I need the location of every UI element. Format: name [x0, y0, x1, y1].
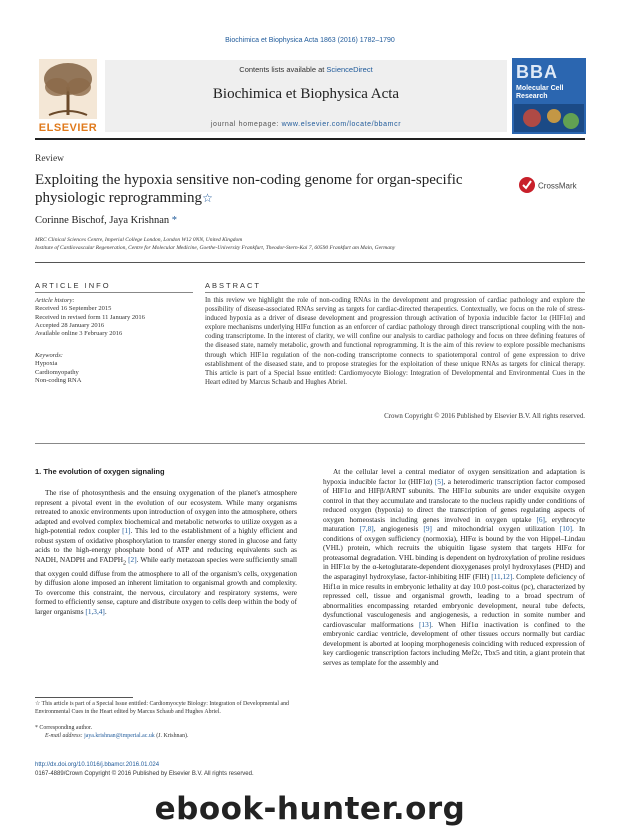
abstract-copyright: Crown Copyright © 2016 Published by Elsevier B.V. All rights reserved. — [384, 413, 585, 420]
body-text: and mitochondrial oxygen utilization — [431, 524, 555, 534]
body-text: . — [104, 607, 107, 617]
body-text: , a heterodimeric transcription factor composed of HIF1α and HIFβ/ARNT subunits. The HIF1α subunits are under exquisite oxygen control in that they accumulate and translocate to the nucleus rapidly under conditions of reduced oxygen (hypoxia) to direct the transcription of genes regulating aspects of oxygen homeostasis including genes involved in oxygen uptake — [323, 476, 586, 524]
body-text: , erythrocyte maturation — [323, 514, 585, 534]
body-column-right — [323, 467, 585, 667]
journal-cover — [512, 58, 586, 134]
front-matter-rule — [35, 443, 585, 444]
body-text: . This led to the establishment of a highly efficient and robust system of oxidative phosphorylation to transfer energy stored in glucose and fatty acids to the high-energy phosphate bond of ATP and reducing equivalents such as NADH, NADPH and FADPH — [35, 526, 298, 564]
body-text: . In conditions of oxygen sufficiency (normoxia), HIFα is bound by the von Hippel–Lindau (VHL) protein, which recruits the ubiquitin ligase system that targets HIFα for proteasomal degradation. VHL binding is dependent on hydroxylation of proline residues in HIF1α by the α-ketoglutarate-dependent dioxygenases prolyl hydroxylases (PHD) and the asparaginyl hydroxylase, factor-inhibiting HIF (FIH) — [323, 524, 586, 582]
abstract-heading: ABSTRACT — [205, 281, 262, 290]
article-info-rule — [35, 292, 193, 293]
sciencedirect-link[interactable]: ScienceDirect — [326, 65, 373, 74]
homepage-prefix: journal homepage: — [210, 121, 282, 128]
history-label: Article history: — [35, 297, 75, 304]
citation-link[interactable]: [1] — [122, 526, 131, 536]
affiliation-1: MRC Clinical Sciences Centre, Imperial College London, London W12 0NN, United Kingdom — [35, 237, 243, 243]
authors: Corinne Bischof, Jaya Krishnan — [35, 215, 170, 226]
issn-copyright: 0167-4889/Crown Copyright © 2016 Published by Elsevier B.V. All rights reserved. — [35, 771, 254, 777]
publisher-logo-text: ELSEVIER — [38, 122, 98, 134]
header-rule — [35, 138, 585, 140]
keyword: Cardiomyopathy — [35, 368, 79, 376]
citation-link[interactable]: [6] — [536, 514, 545, 524]
section-heading: 1. The evolution of oxygen signaling — [35, 467, 165, 476]
history-item: Received 16 September 2015 — [35, 305, 112, 313]
abstract-text: In this review we highlight the role of non-coding RNAs in the development and progression of cardiac pathology and explore the possibility of disease-associated RNAs serving as targets for cardiac-directed therapeutics. Contextually, we focus on the role of stress-induced hypoxia as a driver of disease development and progression through activation of hypoxia inducible factor 1α (HIF1α) and explore mechanisms underlying HIFα function as an enforcer of cardiac pathology through direct transcriptional coupling with the non-coding transcriptome. In the interest of clarity, we will confine our analysis to cardiac pathology and focus on three defining features of the diseased state, namely metabolic, growth and functional reprogramming. It is the aim of this review to explore possible mechanisms through which HIF1α regulation of the non-coding transcriptome connects to spatiotemporal control of gene expression to drive establishment of the diseased state, and to propose strategies for the exploitation of these unique RNAs as targets for clinical therapy. This article is part of a Special Issue entitled: Cardiomyocyte Biology: Integration of Developmental and Environmental Cues in the Heart edited by Marcus Schaub and Hughes Abriel. — [205, 297, 585, 386]
body-column-left — [35, 488, 297, 617]
crossmark-label: CrossMark — [538, 181, 577, 191]
footnote-text: This article is part of a Special Issue entitled: Cardiomyocyte Biology: Integration of Developmental and Environmental Cues in the Heart edited by Marcus Schaub and Hughes Abriel. — [35, 701, 289, 715]
crossmark-icon[interactable] — [518, 176, 588, 194]
email-suffix: (J. Krishnan). — [154, 733, 189, 739]
email-link[interactable]: jaya.krishnan@imperial.ac.uk — [84, 733, 155, 739]
footnote-corresponding — [35, 725, 297, 733]
corresponding-author-mark[interactable]: * — [171, 215, 178, 226]
citation-link[interactable]: [2] — [128, 554, 137, 564]
body-text: . Complete deficiency of Hif1α in mice results in embryonic lethality at day 10.0 post-coitus (pc), characterized by repressed cell, tissue and organismal growth, leading to a broad spectrum of abnormalities encompassing retarded embryonic development, neural tube defects, dysfunctional vasculogenesis and angiogenesis, a reduction in somite number and cardiovascular malformations — [323, 572, 585, 629]
footnote-text: Corresponding author. — [37, 725, 93, 731]
body-text: , angiogenesis — [373, 524, 419, 534]
email-label: E-mail address: — [45, 733, 85, 739]
keywords — [35, 352, 195, 385]
journal-homepage — [105, 121, 507, 128]
author-list — [35, 215, 177, 226]
history-item: Received in revised form 11 January 2016 — [35, 313, 145, 321]
article-info-heading: ARTICLE INFO — [35, 281, 111, 290]
cover-art-image — [514, 104, 584, 132]
citation-link[interactable]: [7,8] — [359, 524, 374, 534]
body-text: . While early metazoan species were sufficiently small that oxygen could diffuse from the atmosphere to all of the organism's cells, oxygenation by diffusion alone imposed an inherent limitation to organismal growth and complexity. To overcome this constraint, the nervous, circulatory and respiratory systems, were formed to efficiently sense, capture and distribute oxygen to cells deep within the body of larger organisms — [35, 554, 297, 617]
cover-subtitle: Molecular Cell Research — [516, 85, 564, 100]
cover-title: BBA — [516, 62, 558, 82]
homepage-link[interactable]: www.elsevier.com/locate/bbamcr — [281, 121, 402, 128]
keywords-label: Keywords: — [35, 352, 63, 359]
article-title — [35, 171, 505, 207]
title-line-2: physiologic reprogramming — [35, 190, 203, 206]
citation-link[interactable]: [13] — [419, 619, 432, 629]
subscript: 2 — [123, 560, 127, 567]
citation-link[interactable]: [10] — [559, 524, 573, 534]
history-item: Accepted 28 January 2016 — [35, 321, 105, 329]
citation-link[interactable]: [11,12] — [491, 572, 513, 582]
contents-prefix: Contents lists available at — [239, 65, 327, 74]
body-text: The rise of photosynthesis and the ensuing oxygenation of the planet's atmosphere represent a pivotal event in the evolution of our ecosystem. While many organisms retreated to anoxic environments upon introduction of oxygen into the atmosphere, others adapted and evolved complex biochemical and metabolic networks to utilize oxygen as a high-potential redox coupler — [35, 488, 297, 536]
divider — [35, 262, 585, 263]
title-line-1: Exploiting the hypoxia sensitive non-coding genome for organ-specific — [35, 172, 463, 188]
footnote-mark: ☆ — [35, 701, 41, 707]
footnote-special-issue — [35, 701, 297, 716]
history-item: Available online 3 February 2016 — [35, 330, 123, 338]
body-text: . When Hif1α inactivation is confined to the embryonic cardiac ventricle, development of other tissues occurs normally but cardiac development is aborted at looping morphogenesis coinciding with reduced expression of key cardiogenic transcription factors including Mef2c, Tbx5 and titin, a giant protein that serves as template for the assembly and — [323, 619, 586, 667]
keyword: Non-coding RNA — [35, 376, 82, 384]
keyword: Hypoxia — [35, 360, 58, 368]
doi-link[interactable]: http://dx.doi.org/10.1016/j.bbamcr.2016.01.024 — [35, 762, 160, 768]
contents-line — [105, 65, 507, 74]
journal-title: Biochimica et Biophysica Acta — [212, 86, 400, 102]
affiliation-2: Institute of Cardiovascular Regeneration, Centre for Molecular Medicine, Goethe-University Frankfurt, Theodor-Stern-Kai 7, 60590 Frankfurt am Main, Germany — [35, 245, 396, 251]
abstract-rule — [205, 292, 585, 293]
citation-link[interactable]: [9] — [423, 524, 432, 534]
footnote-mark: * — [35, 725, 38, 731]
body-text: At the cellular level a central mediator of oxygen sensitization and adaptation is hypoxia inducible factor 1α (HIF1α) — [323, 467, 585, 486]
citation-link[interactable]: [5] — [434, 476, 444, 486]
title-footnote-mark[interactable]: ☆ — [202, 191, 213, 205]
footnote-rule — [35, 697, 133, 698]
article-history — [35, 297, 195, 338]
watermark: ebook-hunter.org — [154, 791, 466, 827]
citation-link[interactable]: [1,3,4] — [85, 607, 105, 617]
footnote-email — [35, 733, 307, 741]
article-type: Review — [35, 154, 65, 164]
running-head: Biochimica et Biophysica Acta 1863 (2016) 1782–1790 — [225, 37, 395, 44]
